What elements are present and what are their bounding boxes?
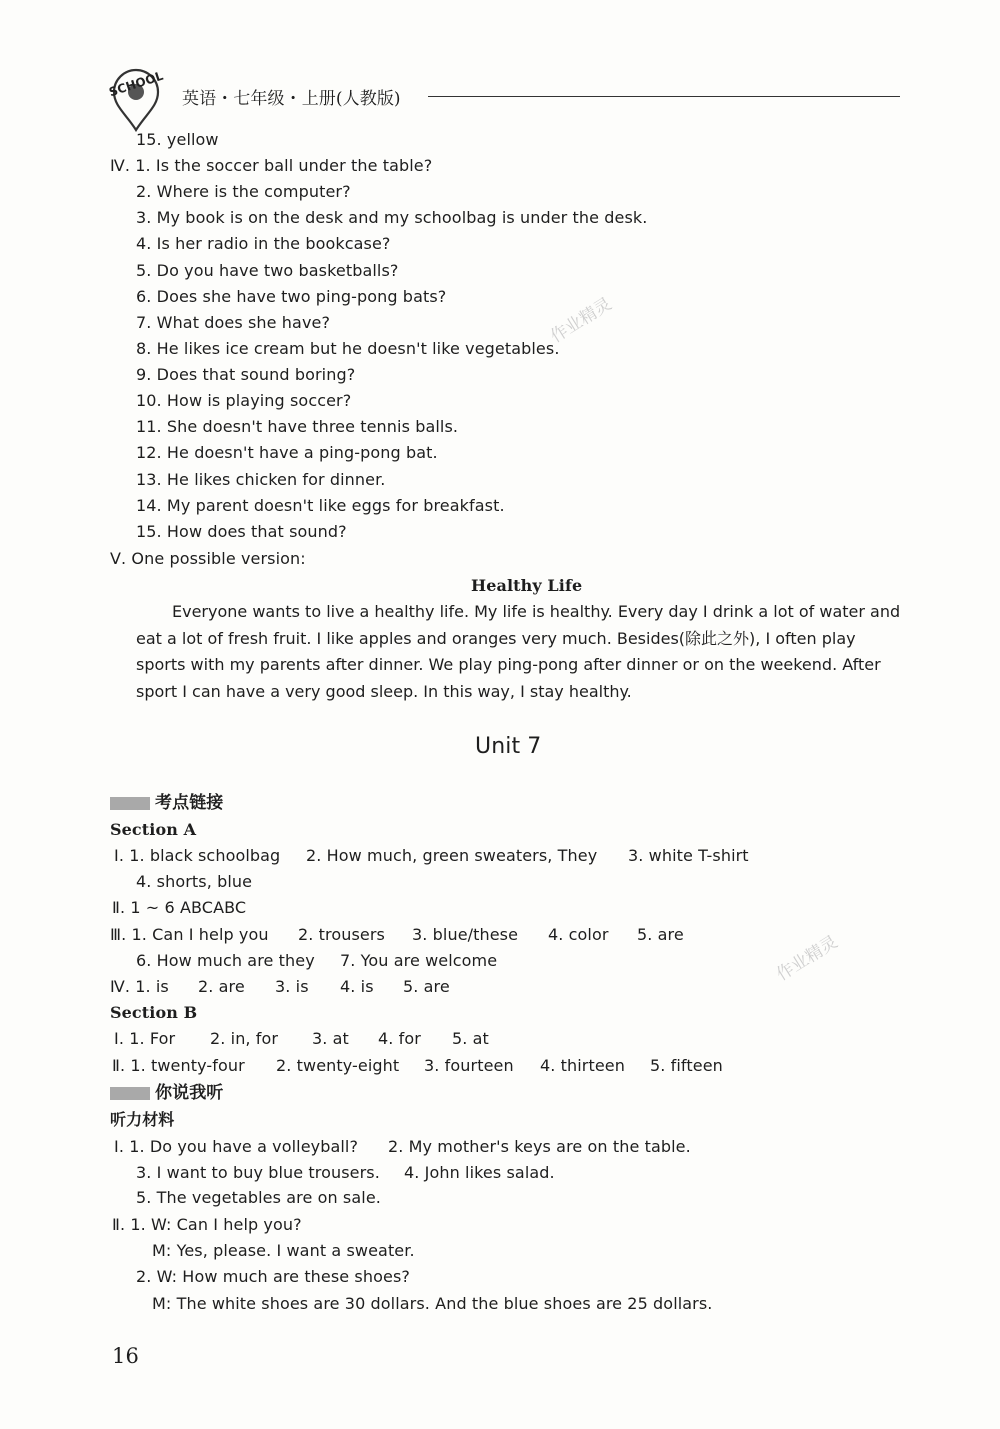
answer-line: 12. He doesn't have a ping-pong bat.: [136, 443, 438, 462]
answer-line: 14. My parent doesn't like eggs for breakfast.: [136, 496, 505, 515]
listening-line: 2. My mother's keys are on the table.: [388, 1137, 691, 1156]
answer-line: Ⅳ. 1. Is the soccer ball under the table?: [110, 156, 433, 175]
answer: 3. white T-shirt: [628, 846, 749, 865]
section-marker: [110, 1087, 150, 1100]
section-heading: 你说我听: [155, 1083, 224, 1103]
answer-line: 10. How is playing soccer?: [136, 391, 352, 410]
answer: 5. fifteen: [650, 1056, 723, 1075]
answer: 3. blue/these: [412, 925, 519, 944]
section-label: Section A: [110, 820, 197, 839]
essay-body: Everyone wants to live a healthy life. My life is healthy. Every day I drink a lot of water and eat a lot of fresh fruit. I like apples and oranges very much. Besides(除此之外), I often play sports with my parents after dinner. We play ping-pong after dinner or on the weekend. After sport I can have a very good sleep. In this way, I stay healthy.: [136, 602, 901, 701]
answer: Ⅲ. 1. Can I help you: [110, 925, 269, 944]
answer: 5. are: [637, 925, 684, 944]
answer: 7. You are welcome: [340, 951, 498, 970]
answer-line: 15. yellow: [136, 130, 219, 149]
answer: 3. fourteen: [424, 1056, 514, 1075]
answer: 4. shorts, blue: [136, 872, 253, 891]
answer-line: 7. What does she have?: [136, 313, 331, 332]
answer-line: 3. My book is on the desk and my schoolbag is under the desk.: [136, 208, 648, 227]
answer: 5. are: [403, 977, 450, 996]
answer: 3. is: [275, 977, 309, 996]
answer: Ⅱ. 1 ~ 6 ABCABC: [112, 898, 247, 917]
answer: 4. color: [548, 925, 609, 944]
answer: 2. trousers: [298, 925, 385, 944]
answer: 4. is: [340, 977, 374, 996]
logo-text: SCHOOL: [107, 68, 165, 100]
school-logo-icon: [104, 68, 168, 132]
answer: Ⅰ. 1. For: [114, 1029, 176, 1048]
answer: Ⅱ. 1. twenty-four: [112, 1056, 245, 1075]
answer-line: 2. Where is the computer?: [136, 182, 351, 201]
listening-line: Ⅰ. 1. Do you have a volleyball?: [114, 1137, 359, 1156]
answer: 2. in, for: [210, 1029, 279, 1048]
watermark: 作业精灵: [773, 932, 842, 986]
listening-line: 3. I want to buy blue trousers.: [136, 1163, 380, 1182]
section-marker: [110, 797, 150, 810]
listening-line: 5. The vegetables are on sale.: [136, 1188, 381, 1207]
unit-title: Unit 7: [475, 734, 542, 759]
answer-line: 6. Does she have two ping-pong bats?: [136, 287, 447, 306]
listening-line: Ⅱ. 1. W: Can I help you?: [112, 1215, 302, 1234]
answer: 2. How much, green sweaters, They: [306, 846, 598, 865]
watermark: 作业精灵: [547, 294, 616, 348]
answer-line: 9. Does that sound boring?: [136, 365, 356, 384]
header-rule: [428, 96, 900, 97]
listening-line: 2. W: How much are these shoes?: [136, 1267, 410, 1286]
page-number: 16: [112, 1344, 139, 1368]
answer: Ⅰ. 1. black schoolbag: [114, 846, 281, 865]
header-title: 英语・七年级・上册(人教版): [182, 89, 401, 109]
listening-line: M: The white shoes are 30 dollars. And the blue shoes are 25 dollars.: [152, 1294, 713, 1313]
answer: Ⅳ. 1. is: [110, 977, 169, 996]
answer-line: Ⅴ. One possible version:: [110, 549, 306, 568]
answer-line: 13. He likes chicken for dinner.: [136, 470, 386, 489]
answer: 2. twenty-eight: [276, 1056, 400, 1075]
section-heading: 考点链接: [155, 793, 224, 813]
listening-line: M: Yes, please. I want a sweater.: [152, 1241, 415, 1260]
answer-line: 11. She doesn't have three tennis balls.: [136, 417, 459, 436]
listening-line: 4. John likes salad.: [404, 1163, 555, 1182]
answer: 5. at: [452, 1029, 489, 1048]
essay-title: Healthy Life: [471, 576, 583, 595]
answer-line: 5. Do you have two basketballs?: [136, 261, 399, 280]
answer: 4. thirteen: [540, 1056, 625, 1075]
answer: 2. are: [198, 977, 245, 996]
answer-line: 15. How does that sound?: [136, 522, 347, 541]
section-label: Section B: [110, 1003, 198, 1022]
answer-line: 4. Is her radio in the bookcase?: [136, 234, 391, 253]
listening-label: 听力材料: [110, 1110, 175, 1129]
answer: 3. at: [312, 1029, 349, 1048]
answer: 4. for: [378, 1029, 421, 1048]
answer: 6. How much are they: [136, 951, 315, 970]
answer-line: 8. He likes ice cream but he doesn't like vegetables.: [136, 339, 560, 358]
